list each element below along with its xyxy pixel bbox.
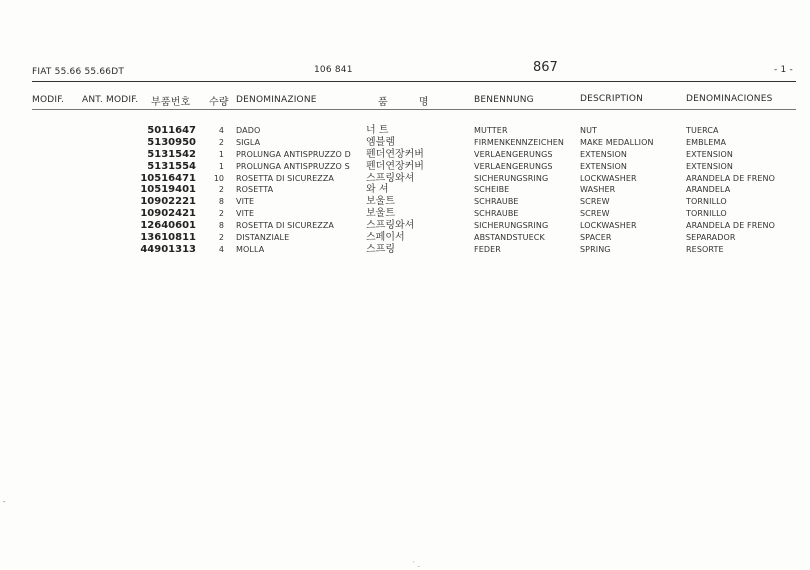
italian-name-cell: PROLUNGA ANTISPRUZZO S bbox=[236, 161, 350, 171]
english-name-cell: SCREW bbox=[580, 209, 610, 219]
col-korean-name: 품 명 bbox=[378, 97, 443, 108]
german-name-cell: VERLAENGERUNGS bbox=[474, 149, 553, 159]
spanish-name-cell: EXTENSION bbox=[686, 161, 733, 171]
english-name-cell: LOCKWASHER bbox=[580, 173, 637, 183]
page-number: 867 bbox=[533, 60, 558, 75]
scan-mark: - bbox=[3, 498, 6, 506]
quantity-cell: 2 bbox=[218, 137, 224, 147]
german-name-cell: SCHRAUBE bbox=[474, 197, 519, 207]
italian-name-cell: VITE bbox=[236, 209, 255, 219]
quantity-cell: 2 bbox=[218, 233, 224, 243]
spanish-name-column bbox=[686, 125, 796, 256]
col-part-number: 부품번호 bbox=[151, 97, 191, 108]
spanish-name-cell: ARANDELA DE FRENO bbox=[686, 173, 775, 183]
italian-name-cell: DADO bbox=[236, 126, 261, 135]
spanish-name-cell: TUERCA bbox=[686, 126, 719, 135]
italian-name-cell: MOLLA bbox=[236, 244, 265, 254]
korean-name-cell: 보울트 bbox=[366, 208, 395, 220]
part-number-cell: 12640601 bbox=[140, 220, 196, 232]
model-title: FIAT 55.66 55.66DT bbox=[32, 67, 125, 77]
spanish-name-cell: ARANDELA bbox=[686, 185, 731, 195]
korean-name-cell: 스프링와셔 bbox=[366, 172, 415, 184]
scan-mark: ˙ . bbox=[412, 561, 420, 569]
part-number-cell: 10516471 bbox=[140, 172, 196, 184]
german-name-cell: SICHERUNGSRING bbox=[474, 221, 549, 231]
col-ant-modif: ANT. MODIF. bbox=[82, 95, 139, 105]
spanish-name-cell: RESORTE bbox=[686, 244, 724, 254]
italian-name-cell: VITE bbox=[236, 197, 255, 207]
part-number-cell: 5131542 bbox=[147, 148, 196, 160]
italian-name-cell: DISTANZIALE bbox=[236, 233, 290, 243]
korean-name-cell: 스프링 bbox=[366, 243, 395, 255]
english-name-cell: WASHER bbox=[580, 185, 616, 195]
english-name-cell: EXTENSION bbox=[580, 161, 627, 171]
german-name-cell: MUTTER bbox=[474, 126, 508, 135]
col-denominazione: DENOMINAZIONE bbox=[236, 95, 317, 105]
quantity-cell: 1 bbox=[218, 149, 224, 159]
quantity-cell: 4 bbox=[218, 126, 224, 135]
english-name-cell: MAKE MEDALLION bbox=[580, 137, 654, 147]
quantity-cell: 8 bbox=[218, 221, 224, 231]
italian-name-cell: ROSETTA bbox=[236, 185, 274, 195]
spanish-name-cell: EXTENSION bbox=[686, 149, 733, 159]
korean-name-cell: 펜더연장커버 bbox=[366, 160, 424, 172]
top-rule bbox=[32, 81, 796, 82]
korean-name-cell: 보울트 bbox=[366, 196, 395, 208]
english-name-cell: SPRING bbox=[580, 244, 611, 254]
header-rule bbox=[32, 109, 796, 110]
german-name-cell: SICHERUNGSRING bbox=[474, 173, 549, 183]
part-number-cell: 10902221 bbox=[140, 196, 196, 208]
english-name-cell: EXTENSION bbox=[580, 149, 627, 159]
catalog-code: 106 841 bbox=[314, 65, 353, 75]
english-name-cell: NUT bbox=[580, 126, 598, 135]
quantity-column bbox=[206, 125, 224, 256]
german-name-column bbox=[474, 125, 576, 256]
korean-name-cell: 스페이서 bbox=[366, 232, 405, 244]
part-number-cell: 10902421 bbox=[140, 208, 196, 220]
italian-name-column bbox=[236, 125, 361, 256]
part-number-cell: 10519401 bbox=[140, 184, 196, 196]
part-number-cell: 44901313 bbox=[140, 243, 196, 255]
german-name-cell: ABSTANDSTUECK bbox=[474, 233, 545, 243]
english-name-column bbox=[580, 125, 682, 256]
korean-name-column bbox=[366, 125, 466, 256]
col-denominaciones: DENOMINACIONES bbox=[686, 94, 773, 104]
italian-name-cell: SIGLA bbox=[236, 137, 261, 147]
spanish-name-cell: TORNILLO bbox=[686, 197, 727, 207]
quantity-cell: 8 bbox=[218, 197, 224, 207]
german-name-cell: SCHEIBE bbox=[474, 185, 510, 195]
korean-name-cell: 와 셔 bbox=[366, 184, 389, 196]
quantity-cell: 2 bbox=[218, 185, 224, 195]
korean-name-cell: 너 트 bbox=[366, 125, 389, 136]
sheet-number: - 1 - bbox=[774, 65, 793, 75]
spanish-name-cell: ARANDELA DE FRENO bbox=[686, 221, 775, 231]
part-number-column bbox=[118, 125, 196, 256]
italian-name-cell: ROSETTA DI SICUREZZA bbox=[236, 221, 335, 231]
col-quantity: 수량 bbox=[209, 97, 229, 108]
part-number-cell: 5011647 bbox=[147, 125, 196, 136]
part-number-cell: 13610811 bbox=[140, 232, 196, 244]
part-number-cell: 5130950 bbox=[147, 136, 196, 148]
quantity-cell: 2 bbox=[218, 209, 224, 219]
german-name-cell: SCHRAUBE bbox=[474, 209, 519, 219]
korean-name-cell: 스프링와셔 bbox=[366, 220, 415, 232]
part-number-cell: 5131554 bbox=[147, 160, 196, 172]
italian-name-cell: ROSETTA DI SICUREZZA bbox=[236, 173, 335, 183]
german-name-cell: FEDER bbox=[474, 244, 501, 254]
quantity-cell: 10 bbox=[213, 173, 224, 183]
english-name-cell: SCREW bbox=[580, 197, 610, 207]
spanish-name-cell: TORNILLO bbox=[686, 209, 727, 219]
col-modif: MODIF. bbox=[32, 95, 65, 105]
col-benennung: BENENNUNG bbox=[474, 95, 534, 105]
quantity-cell: 1 bbox=[218, 161, 224, 171]
quantity-cell: 4 bbox=[218, 244, 224, 254]
korean-name-cell: 엠블렘 bbox=[366, 136, 395, 148]
col-description: DESCRIPTION bbox=[580, 94, 644, 104]
korean-name-cell: 펜더연장커버 bbox=[366, 148, 424, 160]
spanish-name-cell: SEPARADOR bbox=[686, 233, 736, 243]
italian-name-cell: PROLUNGA ANTISPRUZZO D bbox=[236, 149, 351, 159]
german-name-cell: VERLAENGERUNGS bbox=[474, 161, 553, 171]
english-name-cell: LOCKWASHER bbox=[580, 221, 637, 231]
spanish-name-cell: EMBLEMA bbox=[686, 137, 727, 147]
german-name-cell: FIRMENKENNZEICHEN bbox=[474, 137, 564, 147]
english-name-cell: SPACER bbox=[580, 233, 612, 243]
